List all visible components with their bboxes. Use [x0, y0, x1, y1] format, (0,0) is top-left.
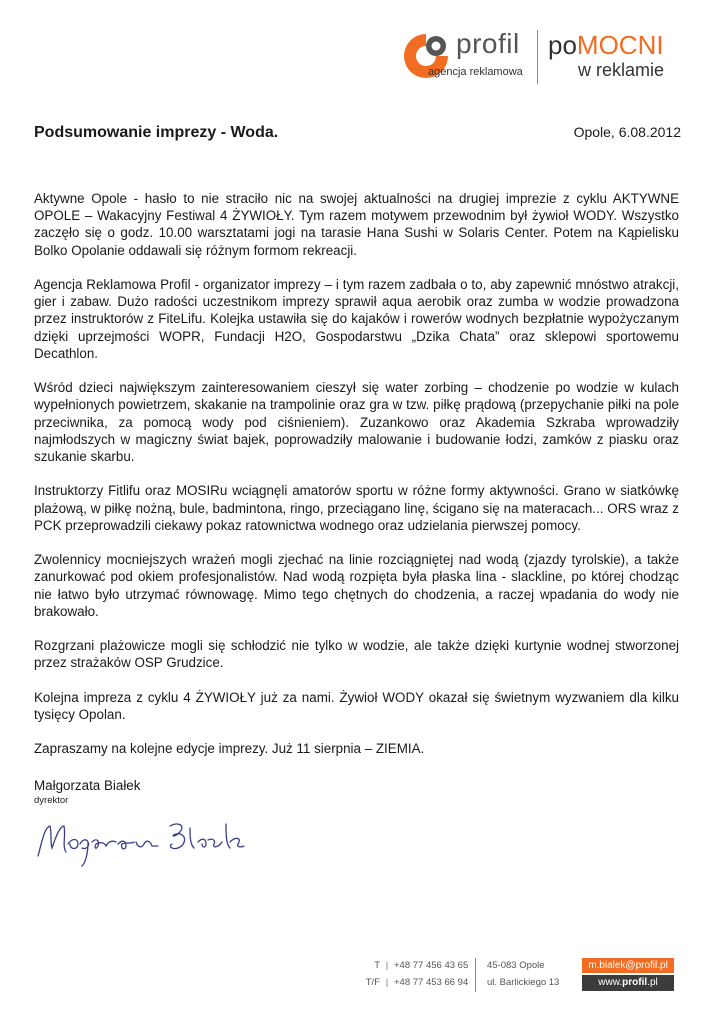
signer-role: dyrektor	[34, 795, 69, 806]
paragraph: Aktywne Opole - hasło to nie straciło nic na swojej aktualności na drugiej imprezie z cyklu AKTYWNE OPOLE – Wakacyjny Festiwal 4 ŻYWIOŁY. Tym razem motywem przewodnim był żywioł WODY. Wszystko zaczęło się o godz. 10.00 warsztatami jogi na tarasie Hana Sushi w Solaris Center. Potem na Kąpielisku Bolko Opolanie oddawali się różnym formom rekreacji.	[34, 191, 679, 258]
paragraph: Instruktorzy Fitlifu oraz MOSIRu wciągnęli amatorów sportu w różne formy aktywności. Grano w siatkówkę plażową, w piłkę nożną, bule, badmintona, ringo, przeciągano linę, ścigano się na materacach... ORS wraz z PCK przeprowadzili ciekawy pokaz ratownictwa wodnego oraz udzielania pierwszej pomocy.	[34, 483, 679, 533]
address-street: ul. Barlickiego 13	[487, 977, 560, 988]
fax-number: +48 77 453 66 94	[394, 977, 469, 988]
paragraph: Kolejna impreza z cyklu 4 ŻYWIOŁY już za nami. Żywioł WODY okazał się świetnym wyzwaniem dla kilku tysięcy Opolan.	[34, 689, 679, 722]
fax-label: T/F	[365, 977, 380, 988]
document-title: Podsumowanie imprezy - Woda.	[34, 124, 279, 141]
footer-divider	[475, 958, 476, 992]
paragraph: Wśród dzieci największym zainteresowaniem cieszył się water zorbing – chodzenie po wodzie w kulach wypełnionych powietrzem, skakanie na trampolinie oraz gra w tzw. piłkę prądową (przepychanie piłki na pole przeciwnika, za pomocą wody pod ciśnieniem). Zuzankowo oraz Akademia Szkraba wprowadziły najmłodszych w magiczny świat bajek, poprowadziły malowanie i budowanie łodzi, zamków z piasku oraz szukanie skarbu.	[34, 380, 679, 465]
footer-address	[487, 960, 559, 994]
footer-phone-row: T | +48 77 456 43 65	[358, 960, 468, 977]
www-bold: profil	[622, 977, 648, 988]
paragraph: Zapraszamy na kolejne edycje imprezy. Już 11 sierpnia – ZIEMIA.	[34, 741, 425, 757]
paragraph: Agencja Reklamowa Profil - organizator imprezy – i tym razem zadbała o to, aby zapewnić mnóstwo atrakcji, gier i zabaw. Dużo radości uczestnikom imprezy sprawił aqua aerobik oraz zumba w wodzie prowadzona przez instruktorów z FiteLifu. Kolejka ustawiła się do kajaków i rowerów wodnych bezpłatnie wypożyczanym dzięki uprzejmości WOPR, Fundacji H2O, Gospodarstwu „Dzika Chata” oraz sklepowi sportowemu Decathlon.	[34, 277, 679, 361]
slogan-subtitle: w reklamie	[578, 60, 665, 80]
footer-phones	[358, 960, 468, 994]
brand-name: profil	[456, 28, 520, 59]
logo-divider	[537, 30, 538, 84]
phone-number: +48 77 456 43 65	[394, 960, 469, 971]
document-body	[34, 190, 679, 775]
slogan	[548, 30, 664, 61]
paragraph: Zwolennicy mocniejszych wrażeń mogli zjechać na linie rozciągniętej nad wodą (zjazdy tyrolskie), a także zanurkować pod okiem profesjonalistów. Nad wodą rozpięta była płaska lina - slackline, po której chodząc nie łatwo było utrzymać równowagę. Mimo tego chętnych do chodzenia, a raczej wpadania do wody nie brakowało.	[34, 552, 679, 619]
company-logo	[400, 26, 700, 86]
document-date: Opole, 6.08.2012	[573, 124, 681, 140]
slogan-highlight: MOCNI	[576, 30, 664, 60]
www-prefix: www.	[598, 977, 623, 988]
www-suffix: .pl	[647, 977, 658, 988]
footer-email-link[interactable]: m.bialek@profil.pl	[582, 958, 674, 973]
slogan-prefix: po	[548, 30, 577, 60]
handwritten-signature	[30, 812, 290, 872]
address-city: 45-083 Opole	[487, 960, 545, 971]
footer-fax-row: T/F | +48 77 453 66 94	[358, 977, 468, 994]
phone-label: T	[374, 960, 380, 971]
signer-name: Małgorzata Białek	[34, 778, 141, 793]
paragraph: Rozgrzani plażowicze mogli się schłodzić nie tylko w wodzie, ale także dzięki kurtynie wodnej stworzonej przez strażaków OSP Grudzice.	[34, 638, 679, 671]
brand-subtitle: agencja reklamowa	[428, 66, 523, 78]
footer-website-link[interactable]	[582, 975, 674, 991]
